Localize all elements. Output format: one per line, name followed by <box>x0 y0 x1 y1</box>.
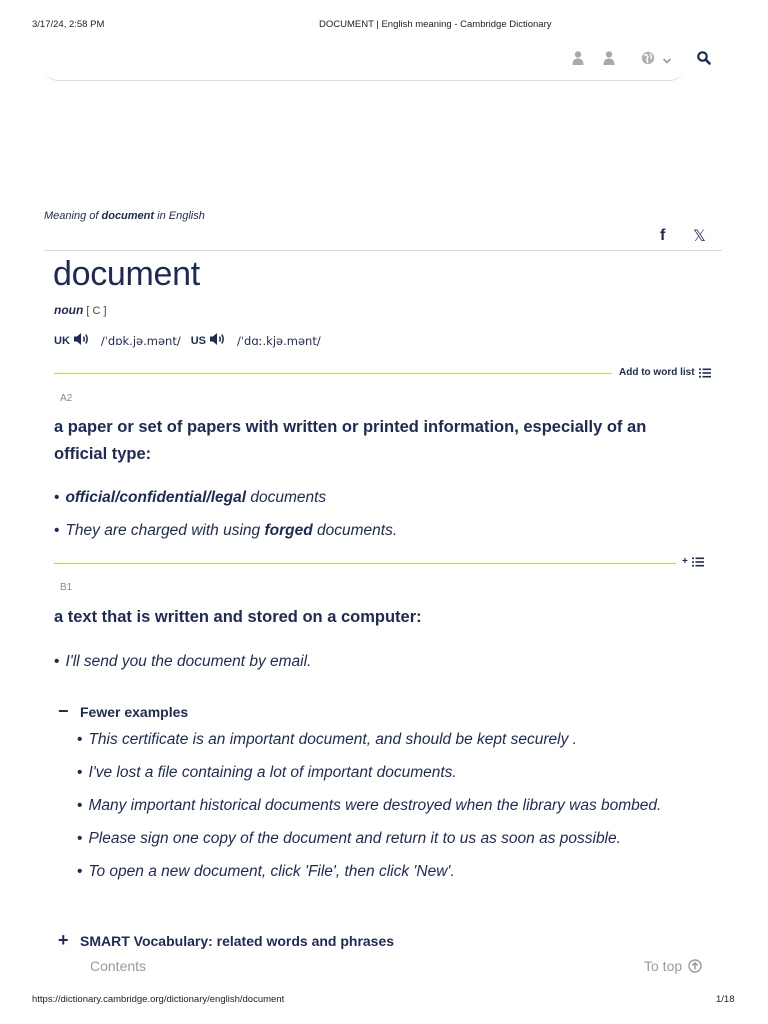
sense-divider <box>54 373 612 374</box>
print-page-number: 1/18 <box>716 994 735 1005</box>
meaning-heading: Meaning of document in English <box>44 210 205 222</box>
divider <box>44 250 722 251</box>
definition: a paper or set of papers with written or printed information, especially of an official type: <box>54 418 647 463</box>
extra-example: • This certificate is an important document, and should be kept securely . <box>77 731 577 748</box>
to-top-link[interactable]: To top <box>644 958 702 974</box>
print-page-title: DOCUMENT | English meaning - Cambridge Dictionary <box>319 19 552 30</box>
part-of-speech: noun <box>54 303 84 317</box>
user-icon[interactable] <box>603 50 615 66</box>
definition: a text that is written and stored on a computer: <box>54 608 422 626</box>
uk-audio-speaker-icon[interactable] <box>73 332 91 349</box>
level-badge-b1: B1 <box>60 582 73 593</box>
print-url: https://dictionary.cambridge.org/dictionary/english/document <box>32 994 285 1005</box>
extra-example: • To open a new document, click 'File', then click 'New'. <box>77 863 455 880</box>
plus-icon: + <box>58 930 69 950</box>
print-datetime: 3/17/24, 2:58 PM <box>32 19 105 30</box>
example-sentence: • They are charged with using forged documents. <box>54 522 398 539</box>
site-nav-bar <box>44 36 684 81</box>
chevron-down-icon[interactable] <box>662 53 672 63</box>
us-audio-speaker-icon[interactable] <box>209 332 227 349</box>
sense-divider <box>54 563 676 564</box>
grammar-code: [ C ] <box>86 305 107 317</box>
user-icon[interactable] <box>572 50 584 66</box>
minus-icon: − <box>58 701 69 721</box>
search-icon[interactable] <box>696 50 712 66</box>
extra-example: • I've lost a file containing a lot of important documents. <box>77 764 457 781</box>
extra-example: • Please sign one copy of the document and return it to us as soon as possible. <box>77 830 621 847</box>
fewer-examples-toggle[interactable]: − Fewer examples <box>58 701 189 721</box>
add-to-word-list-button[interactable]: + <box>682 556 704 567</box>
contents-link[interactable]: Contents <box>90 958 147 974</box>
uk-ipa: /ˈdɒk.jə.mənt/ <box>100 333 181 348</box>
extra-example: • Many important historical documents were destroyed when the library was bombed. <box>77 797 662 814</box>
us-label: US <box>190 334 206 347</box>
level-badge-a2: A2 <box>60 393 73 404</box>
x-share-icon[interactable]: 𝕏 <box>693 226 706 245</box>
part-of-speech-line <box>54 303 107 317</box>
add-to-word-list-button[interactable]: Add to word list <box>619 367 711 378</box>
smart-vocabulary-toggle[interactable]: + SMART Vocabulary: related words and phrases <box>58 930 395 950</box>
us-ipa: /ˈdɑː.kjə.mənt/ <box>237 333 321 348</box>
facebook-share-icon[interactable]: f <box>660 227 666 244</box>
list-icon <box>699 368 711 378</box>
uk-label: UK <box>54 334 70 347</box>
meaning-word: document <box>101 210 155 222</box>
example-sentence: • official/confidential/legal documents <box>54 489 327 506</box>
example-sentence: • I'll send you the document by email. <box>54 653 312 670</box>
globe-icon[interactable] <box>641 51 655 65</box>
arrow-up-circle-icon <box>688 959 702 973</box>
headword: document <box>53 255 200 293</box>
pronunciation-line <box>54 332 331 349</box>
list-icon <box>692 557 704 567</box>
